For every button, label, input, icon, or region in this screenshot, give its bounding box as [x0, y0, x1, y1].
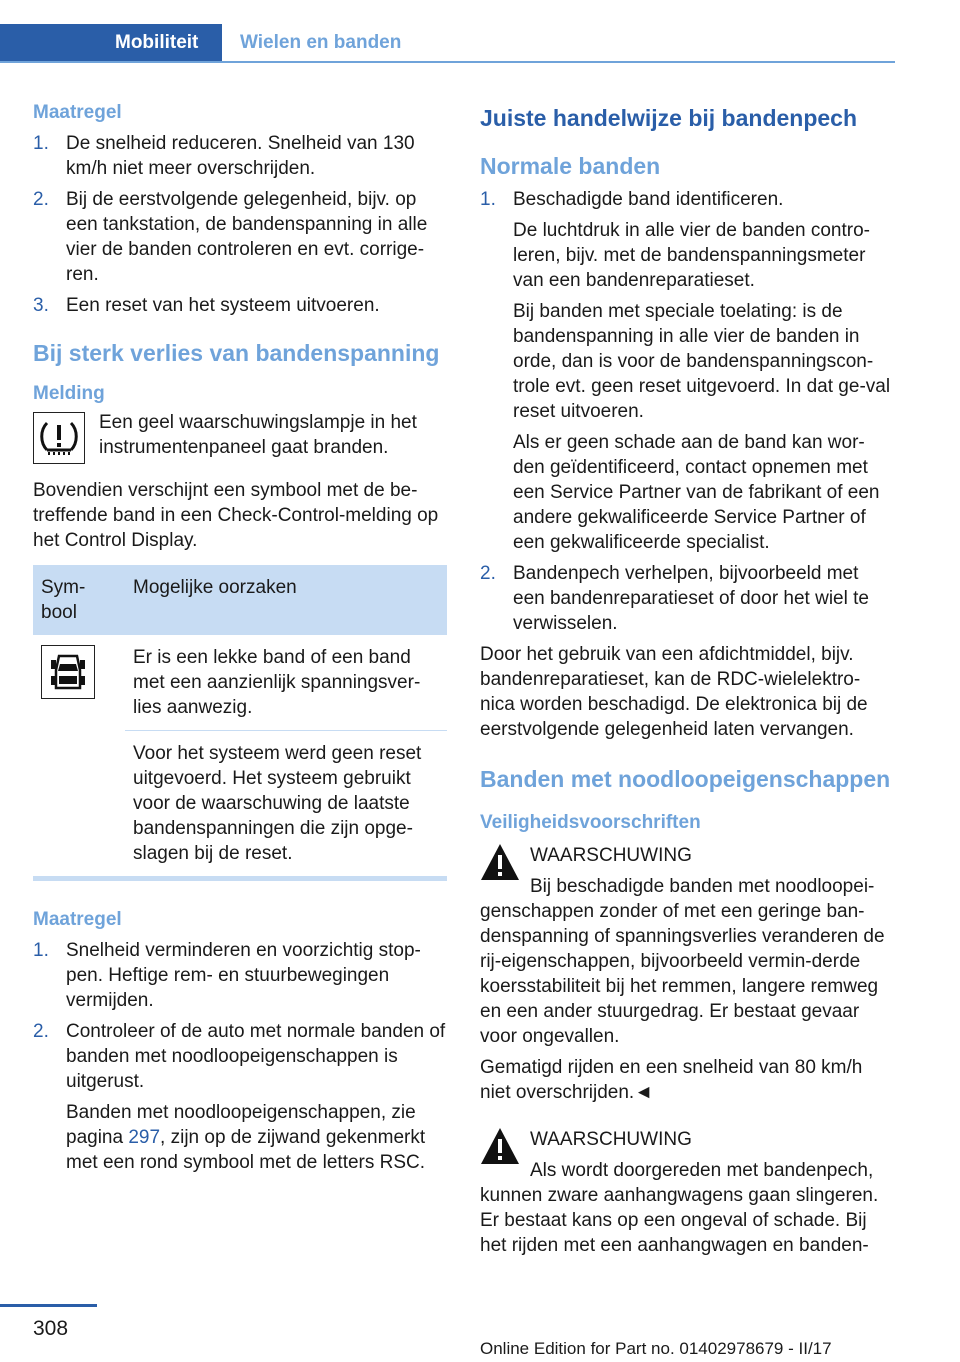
- warning-text: [480, 874, 894, 1049]
- footer-rule: [0, 1304, 97, 1307]
- list-text: Als er geen schade aan de band kan wor-den geïdentificeerd, contact opnemen met een Service Partner van de fabrikant of een andere gekwalificeerde Service Partner of een gekwalificeerde specialist.: [513, 432, 880, 553]
- bovendien-text: Bovendien verschijnt een symbool met de be-treffende band in een Check-Control-melding op het Control Display.: [33, 480, 439, 551]
- header-rule: [0, 61, 895, 63]
- maatregel-list-2: [33, 938, 447, 1175]
- section-title: Juiste handelwijze bij bandenpech: [480, 105, 858, 131]
- list-text: Snelheid verminderen en voorzichtig stop-pen. Heftige rem- en stuurbewegingen vermijden.: [66, 940, 421, 1011]
- warning-block-1: [480, 843, 894, 1105]
- melding-text: Een geel waarschuwingslampje in het instrumentenpaneel gaat branden.: [99, 412, 417, 458]
- list-item: [33, 187, 447, 287]
- list-text: Beschadigde band identificeren.: [513, 189, 784, 210]
- normale-banden-list: [480, 187, 894, 636]
- list-number: 2.: [33, 1021, 49, 1042]
- table-row: [33, 635, 447, 731]
- list-text: Controleer of de auto met normale banden of banden met noodloopeigenschappen is uitgerust.: [66, 1021, 446, 1092]
- noodloop-heading: Banden met noodloopeigenschappen: [480, 766, 891, 792]
- list-number: 1.: [480, 189, 496, 210]
- right-column: [480, 100, 894, 1258]
- maatregel-list: [33, 131, 447, 318]
- list-number: 2.: [480, 563, 496, 584]
- sterk-verlies-heading: Bij sterk verlies van bandenspanning: [33, 340, 440, 366]
- warning-text-body: Als wordt doorgereden met bandenpech, kunnen zware aanhangwagens gaan slingeren. Er bestaat kans op een ongeval of schade. Bij het rijden met een aanhangwagen en banden-: [480, 1160, 879, 1256]
- table-cause-cell: Er is een lekke band of een band met een aanzienlijk spanningsver-lies aanwezig.: [133, 647, 421, 718]
- maatregel-heading: Maatregel: [33, 102, 122, 123]
- table-bottom-rule: [33, 876, 447, 881]
- warning-triangle-icon: [480, 843, 520, 881]
- table-header-row: [33, 565, 447, 635]
- list-item: [33, 293, 447, 318]
- warning-text-body: Bij beschadigde banden met noodloopei-genschappen zonder of met een geringe ban-denspanning of spanningsverlies veranderen de rij-eigenschappen, bijvoorbeeld vermin-derde koersstabiliteit bij het remmen, langere remweg en een ander stuurgedrag. Er bestaat gevaar voor ongevallen.: [480, 876, 885, 1047]
- list-text: De luchtdruk in alle vier de banden contro-leren, bijv. met de bandenspanningsmeter van een bandenreparatieset.: [513, 220, 870, 291]
- list-item: [33, 1019, 447, 1175]
- edition-text: Online Edition for Part no. 01402978679 - II/17: [480, 1339, 832, 1358]
- list-number: 3.: [33, 295, 49, 316]
- list-text-reference: [66, 1100, 447, 1175]
- list-text: Bij banden met speciale toelating: is de bandenspanning in alle vier de banden in orde, dan is voor de bandenspanningscon-trole evt. geen reset uitgevoerd. In dat ge-val reset uitvoeren.: [513, 301, 891, 422]
- tire-pressure-warning-icon: [33, 412, 85, 464]
- reference-text-after: , zijn op de zijwand gekenmerkt met een rond symbool met de letters RSC.: [66, 1127, 426, 1173]
- list-number: 2.: [33, 189, 49, 210]
- list-text: Bij de eerstvolgende gelegenheid, bijv. op een tankstation, de bandenspanning in alle vier de banden controleren en evt. corrige-ren.: [66, 189, 428, 285]
- section-tab-mobiliteit[interactable]: Mobiliteit: [0, 24, 222, 62]
- warning-block-2: [480, 1127, 894, 1258]
- list-item: [480, 187, 894, 555]
- section-tab-wielen-en-banden[interactable]: Wielen en banden: [240, 32, 402, 53]
- list-text: Bandenpech verhelpen, bijvoorbeeld met een bandenreparatieset of door het wiel te verwisselen.: [513, 563, 869, 634]
- afdichtmiddel-text: Door het gebruik van een afdichtmiddel, bijv. bandenreparatieset, kan de RDC-wielelektro-nica worden beschadigd. De elektronica bij de eerstvolgende gelegenheid laten vervangen.: [480, 644, 868, 740]
- list-item: [33, 938, 447, 1013]
- maatregel-heading-2: Maatregel: [33, 909, 122, 930]
- list-number: 1.: [33, 133, 49, 154]
- melding-heading: Melding: [33, 383, 105, 404]
- table-symbol-cell: [33, 635, 125, 876]
- symbol-table-wrap: [33, 565, 447, 881]
- table-cause-cell: Voor het systeem werd geen reset uitgevoerd. Het systeem gebruikt voor de waarschuwing de laatste bandenspanningen die zijn opge-slagen bij de reset.: [125, 731, 447, 877]
- reference-text-before: Banden met noodloopeigenschappen, zie pagina: [66, 1102, 416, 1148]
- warning-label: WAARSCHUWING: [530, 1129, 692, 1150]
- list-text: Een reset van het systeem uitvoeren.: [66, 295, 380, 316]
- melding-notice: [33, 410, 447, 462]
- page-header: [0, 0, 960, 62]
- left-column: [33, 100, 447, 1175]
- list-text: De snelheid reduceren. Snelheid van 130 km/h niet meer overschrijden.: [66, 133, 415, 179]
- page-297-link[interactable]: 297: [128, 1127, 161, 1148]
- list-item: [33, 131, 447, 181]
- list-number: 1.: [33, 940, 49, 961]
- car-tire-symbol-icon: [41, 645, 95, 699]
- normale-banden-heading: Normale banden: [480, 153, 661, 179]
- veiligheid-heading: Veiligheidsvoorschriften: [480, 812, 701, 833]
- warning-text: [480, 1158, 894, 1258]
- warning-label: WAARSCHUWING: [530, 845, 692, 866]
- table-header-symbol: Sym-bool: [33, 565, 125, 635]
- list-item: [480, 561, 894, 636]
- page-number: 308: [33, 1317, 69, 1340]
- warning-triangle-icon: [480, 1127, 520, 1165]
- symbol-table: [33, 565, 447, 876]
- table-header-causes: Mogelijke oorzaken: [125, 565, 447, 635]
- warning-text-2: Gematigd rijden en een snelheid van 80 km/h niet overschrijden.◄: [480, 1057, 863, 1103]
